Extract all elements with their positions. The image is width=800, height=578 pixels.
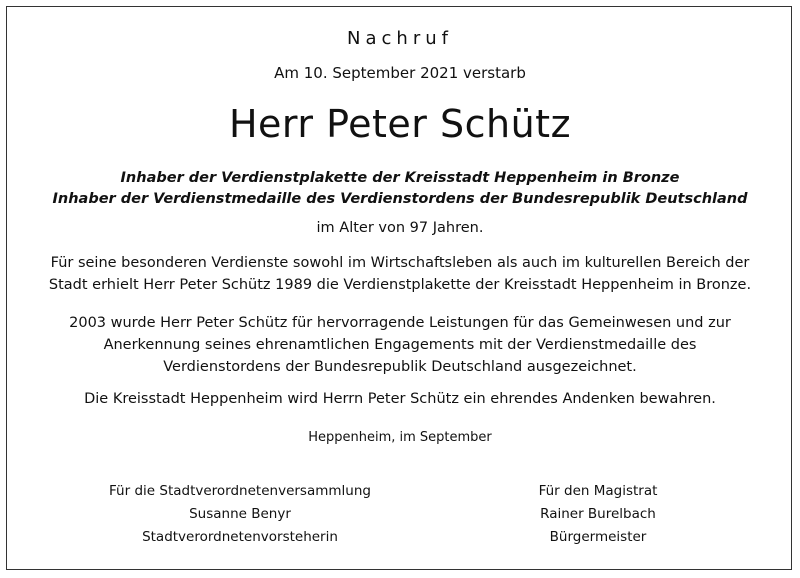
paragraph-merits [0, 252, 800, 296]
paragraph-medal [0, 312, 800, 378]
signature-right [468, 480, 728, 549]
paragraph-line: Für seine besonderen Verdienste sowohl im Wirtschaftsleben als auch im kulturellen Bereich der [50, 255, 750, 271]
honor-line: Inhaber der Verdienstplakette der Kreisstadt Heppenheim in Bronze [120, 170, 680, 186]
signature-org: Für die Stadtverordnetenversammlung [109, 483, 371, 499]
deceased-name: Herr Peter Schütz [228, 102, 572, 146]
paragraph-line: Verdienstordens der Bundesrepublik Deutschland ausgezeichnet. [163, 359, 637, 375]
paragraph-remembrance: Die Kreisstadt Heppenheim wird Herrn Peter Schütz ein ehrendes Andenken bewahren. [84, 391, 716, 407]
signature-title: Stadtverordnetenvorsteherin [142, 529, 338, 545]
signature-left [40, 480, 440, 549]
place-date-line: Heppenheim, im September [308, 430, 492, 445]
signature-name: Susanne Benyr [189, 506, 291, 522]
death-date-line: Am 10. September 2021 verstarb [274, 64, 526, 82]
paragraph-line: Stadt erhielt Herr Peter Schütz 1989 die Verdienstplakette der Kreisstadt Heppenheim in Bronze. [48, 277, 752, 293]
signature-name: Rainer Burelbach [540, 506, 656, 522]
paragraph-line: 2003 wurde Herr Peter Schütz für hervorragende Leistungen für das Gemeinwesen und zur [69, 315, 731, 331]
honors-block [0, 168, 800, 210]
paragraph-line: Anerkennung seines ehrenamtlichen Engagements mit der Verdienstmedaille des [103, 337, 697, 353]
honor-line: Inhaber der Verdienstmedaille des Verdienstordens der Bundesrepublik Deutschland [52, 191, 748, 207]
age-line: im Alter von 97 Jahren. [316, 220, 484, 236]
signature-org: Für den Magistrat [538, 483, 658, 499]
notice-heading: Nachruf [347, 28, 453, 49]
signature-title: Bürgermeister [549, 529, 647, 545]
